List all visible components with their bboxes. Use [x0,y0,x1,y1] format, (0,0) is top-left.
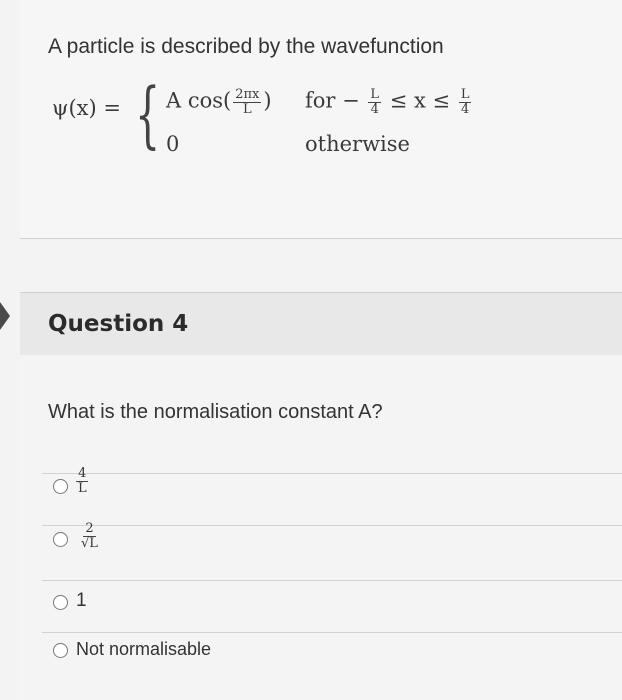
cond-right-num: L [460,87,470,102]
paren-close: ) [263,88,272,113]
case0-condition: otherwise [305,132,410,156]
question-marker-icon [0,302,10,330]
cond-middle: ≤ x ≤ [389,88,451,113]
option-num: 2 [85,521,94,536]
intro-text: A particle is described by the wavefunction [48,35,444,58]
piecewise-brace: { [135,72,161,156]
cond-left-fraction [368,88,381,116]
divider [42,580,622,581]
radio-button[interactable] [53,643,68,658]
question-text: What is the normalisation constant A? [48,401,383,423]
radio-button[interactable] [53,532,68,547]
question-title: Question 4 [48,311,189,337]
case0-expression: 0 [166,132,180,156]
cond-right-den: 4 [461,101,470,117]
option-den: L [78,480,87,496]
case1-condition [305,88,473,116]
cond-right-fraction [459,88,472,116]
radio-button[interactable] [53,595,68,610]
divider [42,525,622,526]
radio-button[interactable] [53,479,68,494]
option-label [74,467,91,495]
case1-frac-num: 2πx [235,87,260,102]
divider [42,632,622,633]
option-label: Not normalisable [76,639,212,659]
question-header [20,292,622,356]
option-den: √L [81,535,98,551]
case1-frac-den: L [242,101,252,117]
cond-prefix: for − [305,88,360,113]
case1-expression [166,88,272,116]
question-body [20,355,622,700]
divider [42,473,622,474]
case1-fraction [233,88,261,116]
case1-prefix: A cos [166,88,224,113]
option-fraction [79,522,100,550]
cond-left-num: L [370,87,380,102]
psi-lhs: ψ(x) = [52,96,121,120]
option-label [77,522,102,550]
option-num: 4 [78,466,87,481]
option-fraction [76,467,89,495]
option-label: 1 [76,590,87,611]
paren-open: ( [223,88,232,113]
cond-left-den: 4 [370,101,379,117]
